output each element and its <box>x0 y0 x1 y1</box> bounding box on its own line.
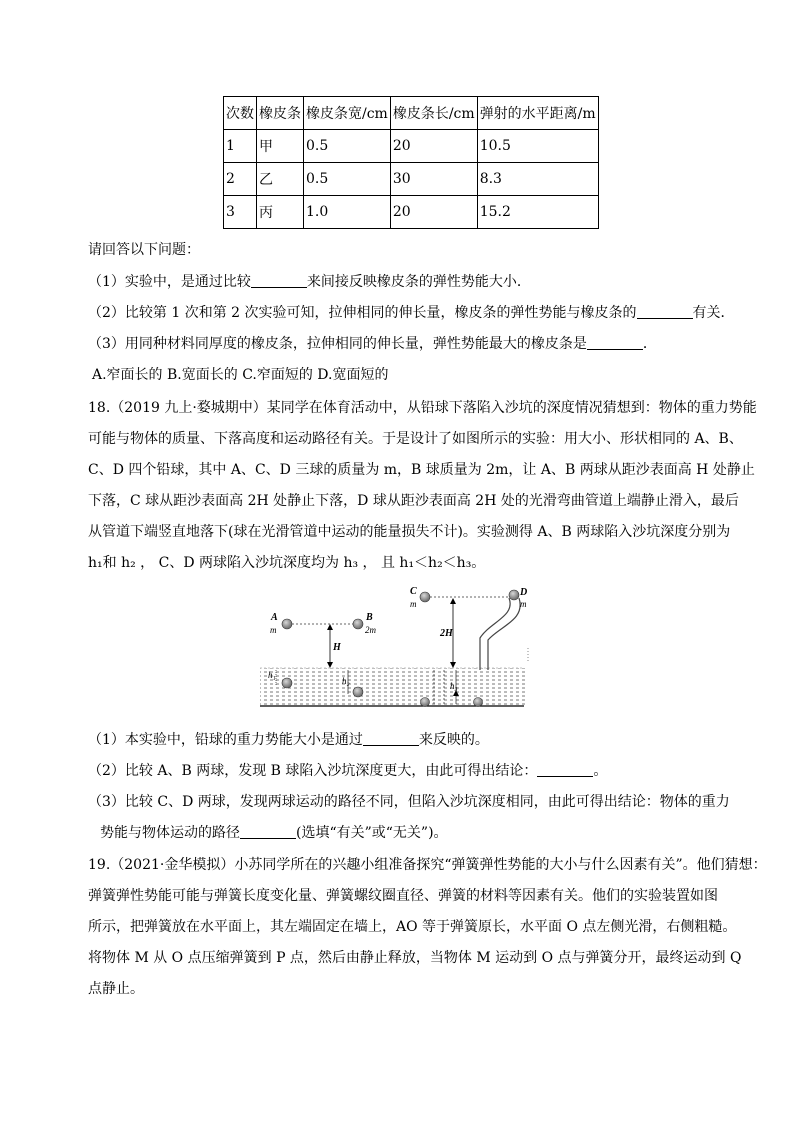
table-cell: 0.5 <box>304 163 391 196</box>
q17-prompt: 请回答以下问题： <box>88 242 200 258</box>
q18-s1-text-b: 来反映的。 <box>418 732 489 748</box>
table-cell: 0.5 <box>304 130 391 163</box>
label-h2: h₂ <box>342 676 350 686</box>
lead-ball-sand-pit-figure <box>258 586 538 712</box>
sand-pit <box>260 668 526 706</box>
table-cell: 20 <box>390 196 477 229</box>
ball-b-start <box>353 619 363 629</box>
q18-s3-text-b: (选填“有关”或“无关”)。 <box>296 825 448 841</box>
q17-s2-text-a: （2）比较第 1 次和第 2 次实验可知，拉伸相同的伸长量，橡皮条的弹性势能与橡皮条的 <box>88 305 637 321</box>
label-2m: 2m <box>365 625 376 635</box>
q18-s3-text-a: 势能与物体运动的路径 <box>100 825 240 841</box>
table-cell: 3 <box>224 196 257 229</box>
label-d: D <box>520 587 528 598</box>
table-row <box>224 130 599 163</box>
label-2h: 2H <box>440 628 453 639</box>
answer-blank[interactable] <box>537 762 593 777</box>
q18-s2-text-b: 。 <box>593 763 608 779</box>
q18-subquestion-1 <box>88 730 489 750</box>
table-header-cell: 橡皮条长/cm <box>390 97 477 130</box>
q18-subquestion-2 <box>88 761 607 781</box>
q18-stem-line: C、D 四个铅球，其中 A、C、D 三球的质量为 m，B 球质量为 2m，让 A、B 两球从距沙表面高 H 处静止 <box>88 462 755 478</box>
answer-blank[interactable] <box>587 335 643 350</box>
ball-d-in-sand <box>474 698 483 707</box>
q17-options: A.窄面长的 B.宽面长的 C.窄面短的 D.宽面短的 <box>92 367 389 383</box>
q18-stem-line: 从管道下端竖直地落下(球在光滑管道中运动的能量损失不计)。实验测得 A、B 两球陷入沙坑深度分别为 <box>88 524 731 540</box>
table-cell: 20 <box>390 130 477 163</box>
q19-stem-line: 19.（2021·金华模拟）小苏同学所在的兴趣小组准备探究“弹簧弹性势能的大小与什么因素有关”。他们猜想： <box>88 857 767 873</box>
q19-stem-line: 点静止。 <box>88 981 144 997</box>
q17-s3-text-b: ． <box>642 336 657 352</box>
table-header-cell: 橡皮条宽/cm <box>304 97 391 130</box>
ball-c-start <box>420 592 430 602</box>
q17-s3-text-a: （3）用同种材料同厚度的橡皮条，拉伸相同的伸长量，弹性势能最大的橡皮条是 <box>88 336 587 352</box>
q17-subquestion-1 <box>88 272 531 292</box>
label-h1: h₁ <box>268 670 276 680</box>
q17-subquestion-3 <box>88 334 657 354</box>
label-m-d: m <box>520 599 527 609</box>
curved-pipe-outer <box>488 598 520 670</box>
table-header-cell: 橡皮条 <box>257 97 304 130</box>
ball-a-start <box>282 619 292 629</box>
ball-b-in-sand <box>353 687 363 697</box>
q19-stem-line: 所示，把弹簧放在水平面上，其左端固定在墙上，AO 等于弹簧原长，水平面 O 点左侧光滑，右侧粗糙。 <box>88 919 737 935</box>
answer-blank[interactable] <box>251 273 307 288</box>
q18-s2-text-a: （2）比较 A、B 两球，发现 B 球陷入沙坑深度更大，由此可得出结论： <box>88 763 538 779</box>
ball-a-in-sand <box>282 678 292 688</box>
q17-subquestion-2 <box>88 303 735 323</box>
table-cell: 8.3 <box>477 163 598 196</box>
table-cell: 丙 <box>257 196 304 229</box>
table-header-cell: 次数 <box>224 97 257 130</box>
q17-s2-text-b: 有关． <box>692 305 735 321</box>
label-b: B <box>366 612 373 623</box>
table-header-row <box>224 97 599 130</box>
label-h3: h₃ <box>450 681 458 691</box>
q18-stem-line: 可能与物体的质量、下落高度和运动路径有关。于是设计了如图所示的实验：用大小、形状相同的 A、B、 <box>88 431 743 447</box>
answer-blank[interactable] <box>240 824 296 839</box>
answer-blank[interactable] <box>363 731 419 746</box>
answer-blank[interactable] <box>637 304 693 319</box>
q17-s1-text-a: （1）实验中，是通过比较 <box>88 274 251 290</box>
label-h: H <box>333 642 341 653</box>
table-cell: 甲 <box>257 130 304 163</box>
q18-stem-line: 18.（2019 九上·婺城期中）某同学在体育活动中，从铅球下落陷入沙坑的深度情况猜想到：物体的重力势能 <box>88 400 757 416</box>
q19-stem-line: 弹簧弹性势能可能与弹簧长度变化量、弹簧螺纹圈直径、弹簧的材料等因素有关。他们的实验装置如图 <box>88 888 718 904</box>
table-cell: 1.0 <box>304 196 391 229</box>
label-m-a: m <box>270 625 277 635</box>
table-cell: 1 <box>224 130 257 163</box>
rubber-band-data-table <box>223 96 599 229</box>
table-cell: 10.5 <box>477 130 598 163</box>
table-cell: 30 <box>390 163 477 196</box>
label-c: C <box>410 586 417 597</box>
q18-subquestion-3: （3）比较 C、D 两球，发现两球运动的路径不同，但陷入沙坑深度相同，由此可得出结论：物体的重力 <box>88 794 730 810</box>
ball-d-start <box>509 590 519 600</box>
table-cell: 乙 <box>257 163 304 196</box>
q18-s1-text-a: （1）本实验中，铅球的重力势能大小是通过 <box>88 732 363 748</box>
q18-stem-line: h₁和 h₂ ， C、D 两球陷入沙坑深度均为 h₃ ， 且 h₁＜h₂＜h₃。 <box>88 555 486 571</box>
table-row <box>224 163 599 196</box>
ball-c-in-sand <box>421 698 430 707</box>
q18-subquestion-3-cont <box>100 823 448 843</box>
q17-s1-text-b: 来间接反映橡皮条的弹性势能大小． <box>306 274 531 290</box>
q18-stem-line: 下落，C 球从距沙表面高 2H 处静止下落，D 球从距沙表面高 2H 处的光滑弯曲管道上端静止滑入，最后 <box>88 493 739 509</box>
table-cell: 2 <box>224 163 257 196</box>
table-cell: 15.2 <box>477 196 598 229</box>
q19-stem-line: 将物体 M 从 O 点压缩弹簧到 P 点，然后由静止释放，当物体 M 运动到 O 点与弹簧分开，最终运动到 Q <box>88 950 742 966</box>
label-m-c: m <box>410 599 417 609</box>
label-a: A <box>271 612 278 623</box>
table-row <box>224 196 599 229</box>
table-header-cell: 弹射的水平距离/m <box>477 97 598 130</box>
